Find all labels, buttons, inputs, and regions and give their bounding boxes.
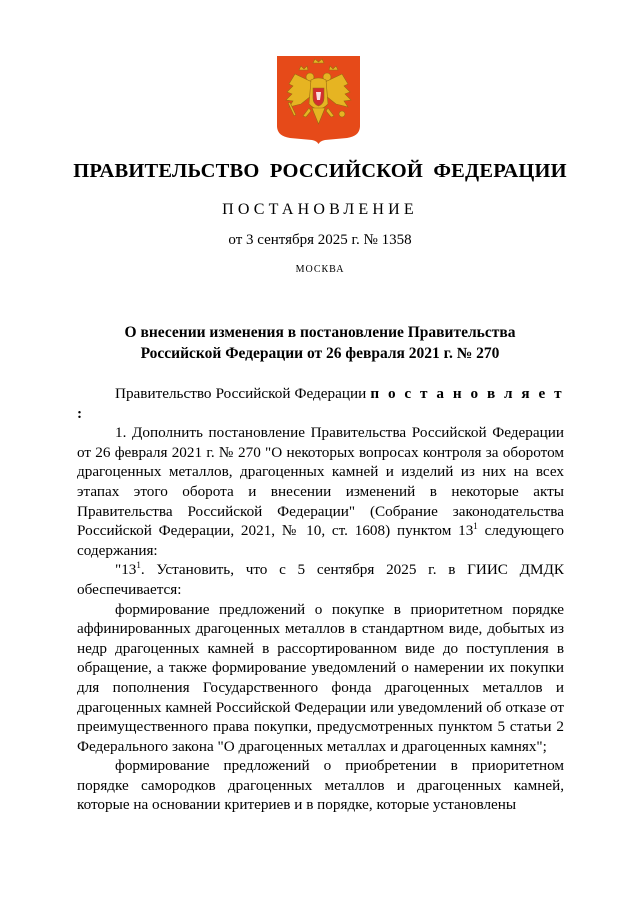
document-date-number: от 3 сентября 2025 г. № 1358 <box>228 232 412 248</box>
document-heading <box>0 322 640 364</box>
preamble-text: Правительство Российской Федерации <box>115 385 371 402</box>
document-type: ПОСТАНОВЛЕНИЕ <box>222 201 418 218</box>
heading-line-2: Российской Федерации от 26 февраля 2021 г. № 270 <box>140 345 500 362</box>
paragraph-1-superscript: 1 <box>473 521 478 532</box>
document-body <box>77 384 564 815</box>
document-city: МОСКВА <box>295 264 345 275</box>
paragraph-2-text: "13 <box>115 561 137 579</box>
paragraph-1-text-end: следующего содержания: <box>77 522 564 559</box>
body-paragraph-3: формирование предложений о покупке в приоритетном порядке аффинированных драгоценных металлов в стандартном виде, добытых из недр драгоценных камней в рассортированном виде до поступления в обращение, а также формирование уведомлений о намерении их покупки для пополнения Государственного фонда драгоценных металлов и драгоценных камней Российской Федерации или уведомлений об отказе от преимущественного права покупки, предусмотренных пунктом 5 статьи 2 Федерального закона "О драгоценных металлах и драгоценных камнях"; <box>77 600 564 755</box>
body-paragraph-4: формирование предложений о приобретении в приоритетном порядке самородков драгоценных металлов и драгоценных камней, которые на основании критериев и в порядке, которые установлены <box>77 757 564 814</box>
body-paragraph-2 <box>77 560 564 599</box>
preamble-decree-word: п о с т а н о в л я е т : <box>77 385 564 422</box>
body-paragraph-1 <box>77 423 564 560</box>
heading-line-1: О внесении изменения в постановление Правительства <box>124 324 516 341</box>
coat-of-arms-emblem <box>277 56 360 144</box>
paragraph-2-superscript: 1 <box>136 560 141 571</box>
paragraph-1-text: 1. Дополнить постановление Правительства Российской Федерации от 26 февраля 2021 г. № 270 "О некоторых вопросах контроля за оборотом драгоценных металлов, драгоценных камней и изделий из них на всех этапах этого оборота и внесении изменений в некоторые акты Правительства Российской Федерации" (Собрание законодательства Российской Федерации, 2021, № 10, ст. 1608) пунктом 13 <box>77 424 564 540</box>
russian-coat-of-arms-icon <box>277 56 360 144</box>
paragraph-2-text-end: . Установить, что с 5 сентября 2025 г. в ГИИС ДМДК обеспечивается: <box>77 561 564 598</box>
document-issuer-title: ПРАВИТЕЛЬСТВО РОССИЙСКОЙ ФЕДЕРАЦИИ <box>73 160 567 182</box>
body-paragraph-preamble <box>77 384 564 423</box>
